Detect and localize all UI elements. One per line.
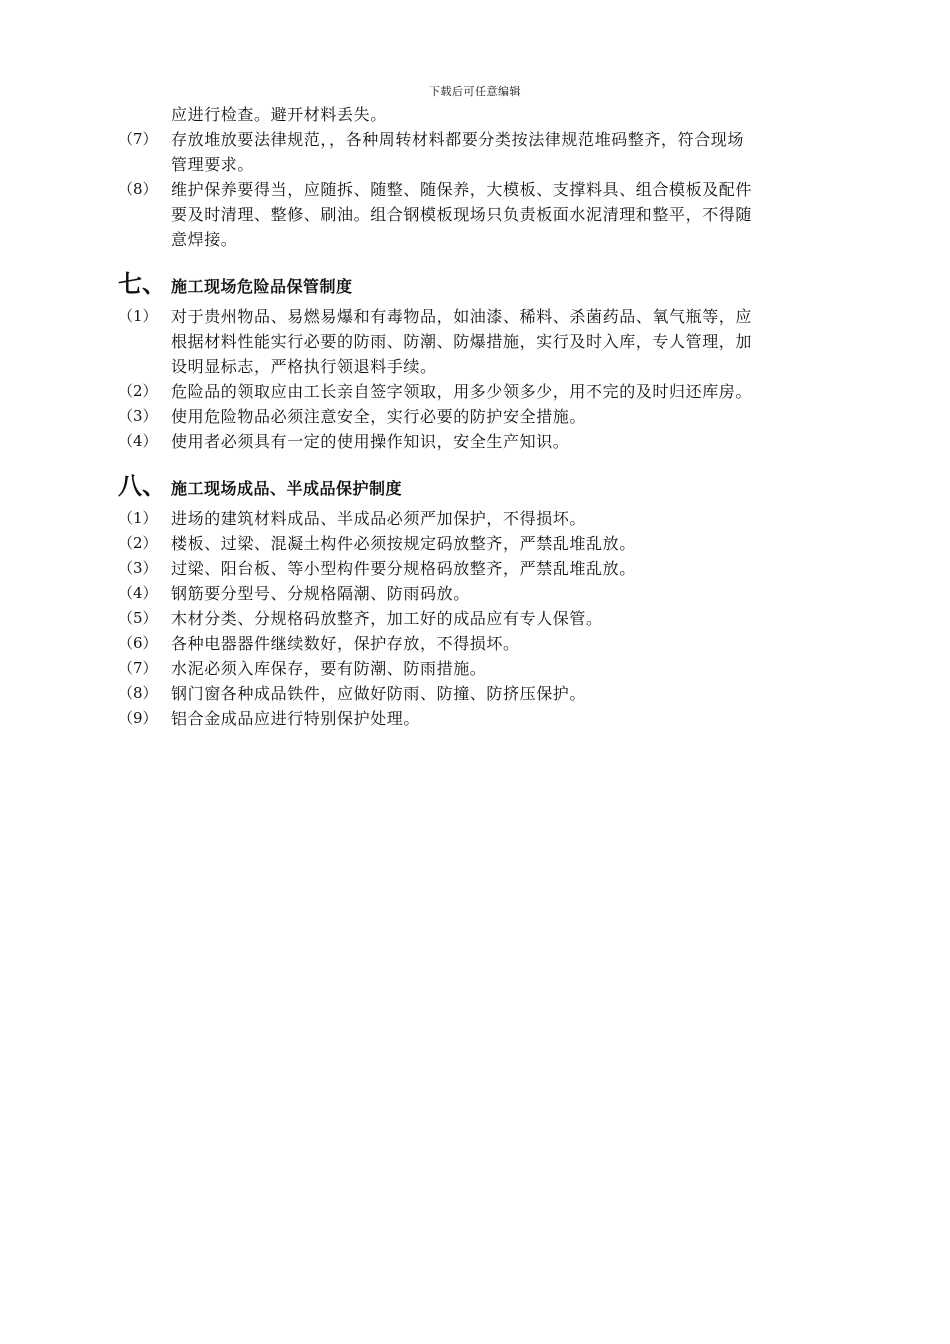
item-text-line: 各种电器器件继续数好，保护存放，不得损坏。: [171, 634, 520, 653]
item-text-line: 存放堆放要法律规范，，各种周转材料都要分类按法律规范堆码整齐，符合现场: [171, 130, 745, 149]
item-text: [171, 506, 860, 531]
item-text: [171, 606, 860, 631]
item-number: （2）: [118, 382, 158, 400]
list-item: [118, 606, 860, 631]
item-number: （3）: [118, 559, 158, 577]
item-text: [171, 631, 860, 656]
item-text-line: 根据材料性能实行必要的防雨、防潮、防爆措施，实行及时入库，专人管理，加: [171, 332, 753, 351]
item-text-line: 使用者必须具有一定的使用操作知识，安全生产知识。: [171, 432, 570, 451]
list-item: [118, 556, 860, 581]
section-7-item-list: [118, 304, 860, 454]
top-item-list: [118, 127, 860, 252]
item-text-line: 设明显标志，严格执行领退料手续。: [171, 357, 437, 376]
list-item: [118, 631, 860, 656]
item-number: （4）: [118, 584, 158, 602]
item-text-line: 使用危险物品必须注意安全，实行必要的防护安全措施。: [171, 407, 587, 426]
item-number: （7）: [118, 659, 158, 677]
item-text: [171, 706, 860, 731]
section-title: 施工现场危险品保管制度: [171, 277, 353, 296]
item-number: （8）: [118, 180, 158, 198]
item-text: [171, 581, 860, 606]
section-heading-7: [118, 264, 860, 296]
item-text: [171, 681, 860, 706]
item-text-line: 意焊接。: [171, 230, 238, 249]
item-text-line: 木材分类、分规格码放整齐，加工好的成品应有专人保管。: [171, 609, 603, 628]
item-text-line: 维护保养要得当，应随拆、随整、随保养，大模板、支撑料具、组合模板及配件: [171, 180, 753, 199]
item-text-line: 楼板、过梁、混凝土构件必须按规定码放整齐，严禁乱堆乱放。: [171, 534, 636, 553]
item-text: [171, 656, 860, 681]
item-number: （2）: [118, 534, 158, 552]
item-text: [171, 429, 860, 454]
item-number: （7）: [118, 130, 158, 148]
item-text-line: 水泥必须入库保存，要有防潮、防雨措施。: [171, 659, 487, 678]
list-item: [118, 656, 860, 681]
item-number: （3）: [118, 407, 158, 425]
item-text-line: 过梁、阳台板、等小型构件要分规格码放整齐，严禁乱堆乱放。: [171, 559, 636, 578]
item-text: [171, 379, 860, 404]
item-text: [171, 177, 860, 252]
item-number: （9）: [118, 709, 158, 727]
list-item: [118, 681, 860, 706]
item-text-line: 钢筋要分型号、分规格隔潮、防雨码放。: [171, 584, 470, 603]
list-item: [118, 304, 860, 379]
section-marker: 八、: [118, 472, 166, 500]
list-item: [118, 506, 860, 531]
continuation-line: 应进行检查。避开材料丢失。: [171, 105, 387, 124]
item-number: （1）: [118, 307, 158, 325]
item-text-line: 钢门窗各种成品铁件，应做好防雨、防撞、防挤压保护。: [171, 684, 587, 703]
item-text: [171, 127, 860, 177]
list-item: [118, 127, 860, 177]
list-item: [118, 429, 860, 454]
section-title: 施工现场成品、半成品保护制度: [171, 479, 403, 498]
item-text-line: 进场的建筑材料成品、半成品必须严加保护，不得损坏。: [171, 509, 587, 528]
item-text-line: 铝合金成品应进行特别保护处理。: [171, 709, 421, 728]
item-text: [171, 531, 860, 556]
item-number: （8）: [118, 684, 158, 702]
item-text: [171, 556, 860, 581]
item-text-line: 危险品的领取应由工长亲自签字领取，用多少领多少，用不完的及时归还库房。: [171, 382, 753, 401]
item-text: [171, 304, 860, 379]
section-marker: 七、: [118, 270, 166, 298]
section-heading-8: [118, 466, 860, 498]
list-item: [118, 581, 860, 606]
item-text: [171, 404, 860, 429]
section-8-item-list: [118, 506, 860, 731]
list-item: [118, 706, 860, 731]
item-number: （6）: [118, 634, 158, 652]
item-text-line: 要及时清理、整修、刷油。组合钢模板现场只负责板面水泥清理和整平，不得随: [171, 205, 753, 224]
document-body: [118, 102, 860, 731]
item-number: （1）: [118, 509, 158, 527]
item-number: （5）: [118, 609, 158, 627]
item-text-line: 管理要求。: [171, 155, 255, 174]
page-header: 下载后可任意编辑: [429, 85, 521, 98]
list-item: [118, 177, 860, 252]
item-text-line: 对于贵州物品、易燃易爆和有毒物品，如油漆、稀料、杀菌药品、氧气瓶等，应: [171, 307, 753, 326]
list-item: [118, 404, 860, 429]
list-item: [118, 379, 860, 404]
list-item: [118, 531, 860, 556]
item-number: （4）: [118, 432, 158, 450]
